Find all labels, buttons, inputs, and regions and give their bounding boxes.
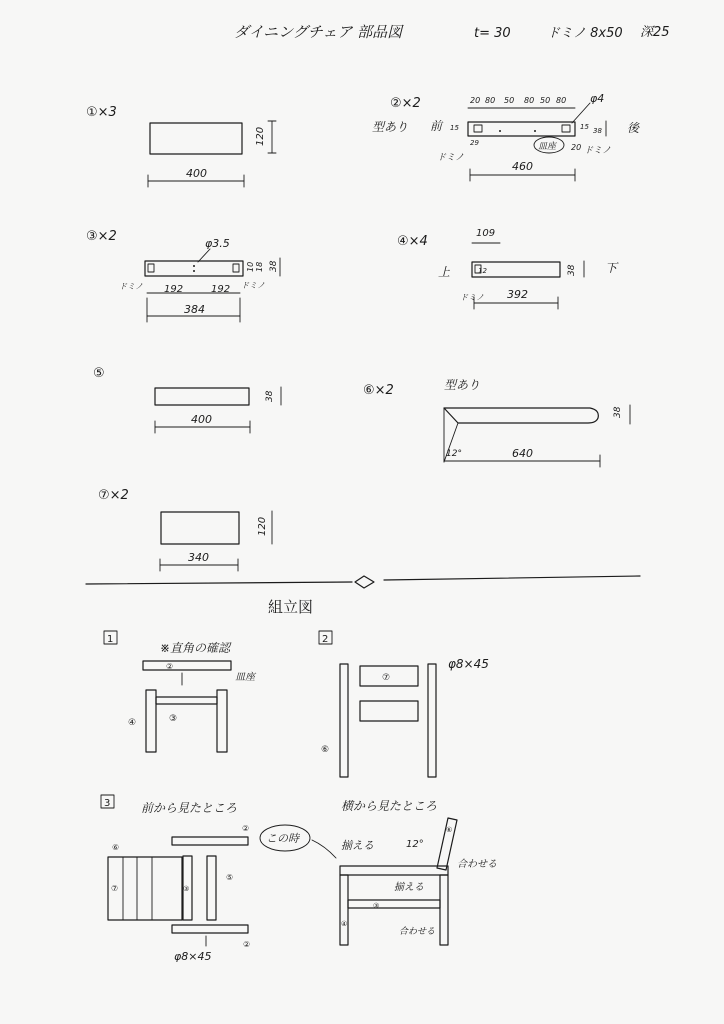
- front-label-slat: ⑦: [111, 884, 119, 893]
- side-fit-top: 合わせる: [457, 859, 497, 870]
- part2-small-dim-5: 20: [571, 143, 582, 152]
- part2-mortise-left: [474, 125, 482, 132]
- part6-label: ⑥×2: [363, 383, 394, 398]
- part2-front: 前: [430, 119, 443, 133]
- part3-hole-mark-2: [193, 270, 195, 272]
- part6-height: 38: [613, 406, 623, 418]
- part2-board: [468, 122, 575, 136]
- front-label-side: ⑤: [226, 873, 234, 882]
- part2-dim-5: 50: [540, 96, 551, 105]
- part3-height-dim-3: 38: [269, 260, 279, 272]
- part4-label: ④×4: [397, 234, 428, 249]
- front-dowel: φ8×45: [174, 950, 212, 963]
- part6-angle: 12°: [446, 449, 462, 459]
- step2-label-board: ⑦: [382, 673, 391, 683]
- step2-board-lower: [360, 701, 418, 721]
- step1-leg-left: [146, 690, 156, 752]
- part3-domino-left: ドミノ: [119, 282, 143, 291]
- part2-domino-left: ドミノ: [437, 153, 465, 163]
- step1-label-leg: ④: [128, 718, 137, 728]
- part2-dim-3: 50: [504, 96, 515, 105]
- step2-num: 2: [322, 634, 329, 645]
- side-seat: [340, 866, 448, 875]
- part5-board: [155, 388, 249, 405]
- this-time-arrow: [312, 840, 336, 858]
- part4-mark: 12: [478, 267, 487, 275]
- front-rail: [207, 856, 216, 920]
- side-rear-leg: [440, 875, 448, 945]
- part3-mortise-left: [148, 264, 154, 272]
- this-time-label: この時: [266, 832, 299, 845]
- part4-domino: ドミノ: [460, 293, 484, 302]
- part4-height: 38: [567, 264, 577, 276]
- part6-board: [444, 408, 598, 423]
- part3-mortise-right: [233, 264, 239, 272]
- part1-height: 120: [255, 126, 266, 146]
- spec-depth: 深25: [640, 25, 670, 40]
- step3-front-view: 前から見たところ: [141, 801, 238, 815]
- part4-top: 上: [438, 265, 451, 279]
- sheet-title: ダイニングチェア 部品図: [234, 23, 403, 41]
- step1-countersink: 皿座: [235, 672, 255, 683]
- part2-back: 後: [627, 121, 640, 135]
- front-label-rail-bottom: ②: [243, 940, 251, 949]
- part2-small-dim-1: 15: [450, 124, 459, 132]
- step3-num: 3: [104, 798, 111, 809]
- side-front-leg: [340, 875, 348, 945]
- part2-small-dim-2: 29: [470, 139, 479, 147]
- part1-width: 400: [186, 167, 207, 180]
- part2-hole: φ4: [590, 92, 605, 105]
- part3-label: ③×2: [86, 229, 117, 244]
- part2-width: 460: [512, 160, 533, 173]
- part3-domino-right: ドミノ: [241, 281, 265, 290]
- front-label-crossbar: ③: [183, 885, 190, 893]
- part3-hole-leader: [198, 249, 210, 262]
- section-divider-right: [384, 576, 640, 580]
- side-fit-bottom: 合わせる: [399, 927, 436, 937]
- part2-note: 型あり: [372, 120, 409, 134]
- part2-small-dim-3: 15: [580, 123, 589, 131]
- step2-dowel: φ8×45: [448, 657, 489, 671]
- part2-dim-1: 20: [470, 96, 481, 105]
- step2-leg-right: [428, 664, 436, 777]
- part2-label: ②×2: [390, 96, 421, 111]
- part2-countersink: 皿座: [538, 142, 557, 152]
- part3-half-left: 192: [164, 284, 184, 295]
- spec-dowel: ドミノ 8x50: [547, 26, 623, 41]
- part5-width: 400: [191, 413, 212, 426]
- part5-height: 38: [265, 390, 275, 402]
- part2-domino-right: ドミノ: [584, 146, 612, 156]
- front-back-panel: [108, 857, 182, 920]
- part1-label: ①×3: [86, 105, 117, 120]
- part3-hole-mark-1: [193, 265, 195, 267]
- step2-leg-left: [340, 664, 348, 777]
- part4-bottom: 下: [605, 261, 618, 275]
- side-angle: 12°: [406, 839, 424, 850]
- part7-label: ⑦×2: [98, 488, 129, 503]
- part2-dim-4: 80: [524, 96, 535, 105]
- step1-leg-right: [217, 690, 227, 752]
- part2-dim-2: 80: [485, 96, 496, 105]
- part2-mortise-right: [562, 125, 570, 132]
- assembly-title: 組立図: [268, 598, 314, 616]
- part2-hole-mark-1: [499, 130, 501, 132]
- part7-board: [161, 512, 239, 544]
- front-top-rail: [172, 837, 248, 845]
- step1-note: ※直角の確認: [160, 641, 231, 655]
- part2-small-dim-4: 38: [593, 127, 602, 135]
- step1-label-rail: ②: [166, 662, 174, 671]
- front-label-rail-top: ②: [242, 824, 250, 833]
- side-align-top: 揃える: [341, 839, 374, 852]
- spec-thickness: t= 30: [474, 26, 511, 41]
- side-label-back: ⑥: [446, 826, 453, 834]
- part2-dim-6: 80: [556, 96, 567, 105]
- side-align-mid: 揃える: [394, 882, 424, 893]
- step1-top-rail: [143, 661, 231, 670]
- part3-height-dim-2: 18: [255, 261, 264, 272]
- part3-half-right: 192: [211, 284, 231, 295]
- section-divider-diamond: [355, 576, 374, 588]
- side-crossbar: [348, 900, 440, 908]
- part2-hole-leader: [572, 103, 590, 123]
- part5-label: ⑤: [93, 366, 105, 381]
- part6-width: 640: [512, 447, 533, 460]
- part3-board: [145, 261, 243, 276]
- step1-crossbar: [156, 697, 217, 704]
- front-bottom-rail: [172, 925, 248, 933]
- side-label-leg: ④: [341, 920, 348, 928]
- part3-height-dim-1: 10: [246, 261, 255, 272]
- step1-num: 1: [107, 634, 114, 645]
- part4-width: 392: [507, 288, 528, 301]
- step3-side-view: 横から見たところ: [341, 799, 438, 813]
- part7-width: 340: [188, 551, 209, 564]
- part1-board: [150, 123, 242, 154]
- part3-hole: φ3.5: [205, 237, 230, 250]
- section-divider-left: [86, 582, 352, 584]
- part4-offset: 109: [476, 228, 496, 239]
- side-label-crossbar: ③: [373, 902, 380, 910]
- front-label-back: ⑥: [112, 843, 120, 852]
- part2-hole-mark-2: [534, 130, 536, 132]
- part3-width: 384: [184, 303, 205, 316]
- step1-label-bar: ③: [169, 714, 178, 724]
- step2-label-leg: ⑥: [321, 745, 330, 755]
- part6-note: 型あり: [444, 378, 481, 392]
- part7-height: 120: [257, 516, 268, 536]
